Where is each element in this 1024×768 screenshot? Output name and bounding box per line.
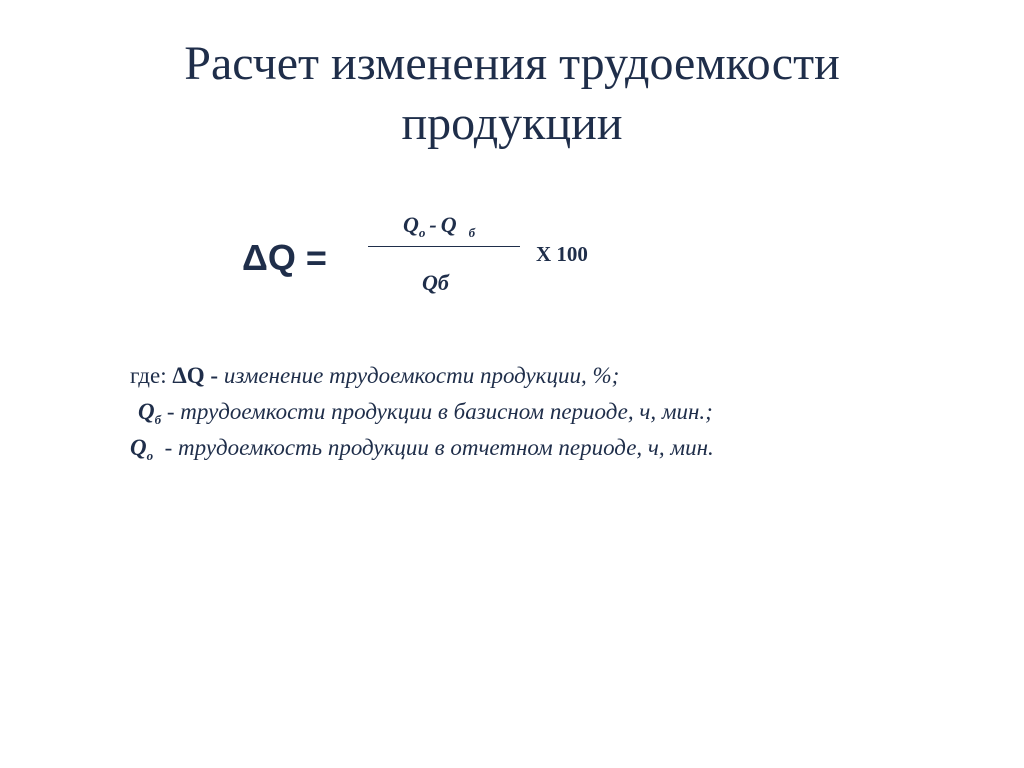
definition-q-base	[138, 396, 713, 436]
definition-prefix: где:	[130, 363, 173, 388]
formula-numerator	[403, 210, 475, 248]
denominator-q-base: Q	[422, 270, 438, 295]
definition-symbol-subscript: о	[146, 448, 154, 463]
definition-symbol-subscript: б	[154, 412, 162, 427]
denominator-q-base-subscript: б	[437, 270, 449, 295]
formula	[0, 0, 1024, 320]
definition-symbol: Q	[130, 435, 147, 460]
definition-separator: -	[153, 435, 179, 460]
slide-title-line-1: Расчет изменения трудоемкости	[184, 37, 840, 90]
fraction-bar	[368, 246, 520, 247]
definition-text: трудоемкость продукции в отчетном периоде, ч, мин.	[178, 435, 714, 460]
formula-denominator	[422, 268, 449, 298]
definition-separator: -	[204, 363, 224, 388]
definition-text: трудоемкости продукции в базисном периоде, ч, мин.;	[180, 399, 713, 424]
numerator-q-base-subscript: б	[468, 225, 476, 240]
definition-separator: -	[161, 399, 181, 424]
definition-delta-q	[130, 360, 619, 392]
slide-title-line-2: продукции	[401, 97, 623, 150]
formula-multiplier: Х 100	[536, 242, 588, 266]
definition-symbol: ΔQ	[172, 363, 205, 388]
numerator-minus: -	[429, 212, 437, 237]
formula-lhs: ΔQ =	[242, 237, 327, 278]
definition-text: изменение трудоемкости продукции, %;	[223, 363, 620, 388]
numerator-q-reporting: Q	[403, 212, 419, 237]
definition-q-reporting	[130, 432, 714, 472]
definition-symbol: Q	[138, 399, 155, 424]
numerator-q-reporting-subscript: о	[418, 225, 426, 240]
numerator-q-base: Q	[440, 212, 457, 237]
